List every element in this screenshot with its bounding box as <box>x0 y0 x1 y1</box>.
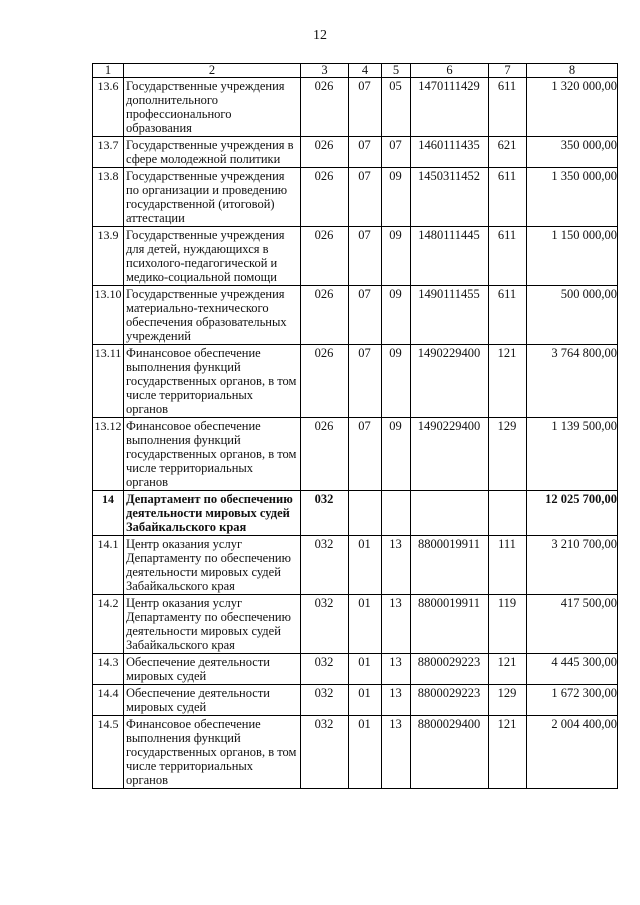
row-name-cell: Центр оказания услуг Департаменту по обеспечению деятельности мировых судей Забайкальского края <box>124 595 301 654</box>
target-article-cell: 8800029400 <box>411 716 489 789</box>
subsection-cell: 13 <box>382 716 411 789</box>
target-article-cell <box>411 491 489 536</box>
table-row <box>93 78 618 137</box>
header-cell: 4 <box>349 64 382 78</box>
target-article-cell: 1480111445 <box>411 227 489 286</box>
row-name-cell: Финансовое обеспечение выполнения функций государственных органов, в том числе территориальных органов <box>124 716 301 789</box>
expense-type-cell: 611 <box>489 227 527 286</box>
admin-code-cell: 026 <box>301 168 349 227</box>
subsection-cell: 13 <box>382 654 411 685</box>
admin-code-cell: 032 <box>301 595 349 654</box>
target-article-cell: 1450311452 <box>411 168 489 227</box>
subsection-cell: 13 <box>382 685 411 716</box>
amount-cell: 1 150 000,00 <box>527 227 618 286</box>
target-article-cell: 1490111455 <box>411 286 489 345</box>
row-number-cell: 13.9 <box>93 227 124 286</box>
table-row <box>93 654 618 685</box>
expense-type-cell: 611 <box>489 168 527 227</box>
subsection-cell: 07 <box>382 137 411 168</box>
section-cell: 07 <box>349 78 382 137</box>
admin-code-cell: 032 <box>301 654 349 685</box>
table-row <box>93 685 618 716</box>
expense-type-cell: 129 <box>489 685 527 716</box>
amount-cell: 3 210 700,00 <box>527 536 618 595</box>
section-cell: 01 <box>349 716 382 789</box>
target-article-cell: 1460111435 <box>411 137 489 168</box>
table-row <box>93 345 618 418</box>
expense-type-cell <box>489 491 527 536</box>
target-article-cell: 1470111429 <box>411 78 489 137</box>
expense-type-cell: 121 <box>489 716 527 789</box>
table-row <box>93 491 618 536</box>
row-number-cell: 13.6 <box>93 78 124 137</box>
row-name-cell: Государственные учреждения материально-технического обеспечения образовательных учреждений <box>124 286 301 345</box>
amount-cell: 1 350 000,00 <box>527 168 618 227</box>
table-row <box>93 536 618 595</box>
expense-type-cell: 121 <box>489 345 527 418</box>
admin-code-cell: 026 <box>301 345 349 418</box>
row-name-cell: Обеспечение деятельности мировых судей <box>124 654 301 685</box>
section-cell <box>349 491 382 536</box>
budget-table <box>92 63 618 789</box>
expense-type-cell: 119 <box>489 595 527 654</box>
amount-cell: 417 500,00 <box>527 595 618 654</box>
section-cell: 07 <box>349 345 382 418</box>
header-cell: 2 <box>124 64 301 78</box>
expense-type-cell: 611 <box>489 286 527 345</box>
expense-type-cell: 111 <box>489 536 527 595</box>
subsection-cell: 09 <box>382 227 411 286</box>
expense-type-cell: 129 <box>489 418 527 491</box>
section-cell: 07 <box>349 227 382 286</box>
subsection-cell: 13 <box>382 536 411 595</box>
admin-code-cell: 026 <box>301 137 349 168</box>
subsection-cell: 09 <box>382 168 411 227</box>
amount-cell: 12 025 700,00 <box>527 491 618 536</box>
subsection-cell: 09 <box>382 345 411 418</box>
expense-type-cell: 611 <box>489 78 527 137</box>
row-name-cell: Финансовое обеспечение выполнения функций государственных органов, в том числе территориальных органов <box>124 418 301 491</box>
table-row <box>93 227 618 286</box>
amount-cell: 1 139 500,00 <box>527 418 618 491</box>
target-article-cell: 8800019911 <box>411 536 489 595</box>
expense-type-cell: 121 <box>489 654 527 685</box>
section-cell: 01 <box>349 536 382 595</box>
header-cell: 3 <box>301 64 349 78</box>
amount-cell: 3 764 800,00 <box>527 345 618 418</box>
header-row <box>93 64 618 78</box>
header-cell: 7 <box>489 64 527 78</box>
section-cell: 07 <box>349 137 382 168</box>
table-row <box>93 595 618 654</box>
row-name-cell: Государственные учреждения по организации и проведению государственной (итоговой) аттестации <box>124 168 301 227</box>
row-name-cell: Обеспечение деятельности мировых судей <box>124 685 301 716</box>
row-name-cell: Государственные учреждения для детей, нуждающихся в психолого-педагогической и медико-социальной помощи <box>124 227 301 286</box>
target-article-cell: 8800029223 <box>411 654 489 685</box>
row-number-cell: 14.5 <box>93 716 124 789</box>
row-number-cell: 13.10 <box>93 286 124 345</box>
amount-cell: 4 445 300,00 <box>527 654 618 685</box>
expense-type-cell: 621 <box>489 137 527 168</box>
header-cell: 5 <box>382 64 411 78</box>
admin-code-cell: 026 <box>301 418 349 491</box>
subsection-cell: 05 <box>382 78 411 137</box>
amount-cell: 1 672 300,00 <box>527 685 618 716</box>
section-cell: 01 <box>349 595 382 654</box>
row-number-cell: 13.8 <box>93 168 124 227</box>
section-cell: 01 <box>349 654 382 685</box>
admin-code-cell: 032 <box>301 716 349 789</box>
row-number-cell: 14.4 <box>93 685 124 716</box>
target-article-cell: 1490229400 <box>411 345 489 418</box>
row-name-cell: Департамент по обеспечению деятельности мировых судей Забайкальского края <box>124 491 301 536</box>
row-name-cell: Государственные учреждения дополнительного профессионального образования <box>124 78 301 137</box>
row-number-cell: 13.12 <box>93 418 124 491</box>
subsection-cell: 09 <box>382 286 411 345</box>
header-cell: 1 <box>93 64 124 78</box>
target-article-cell: 1490229400 <box>411 418 489 491</box>
header-cell: 8 <box>527 64 618 78</box>
subsection-cell <box>382 491 411 536</box>
subsection-cell: 13 <box>382 595 411 654</box>
row-name-cell: Финансовое обеспечение выполнения функций государственных органов, в том числе территориальных органов <box>124 345 301 418</box>
admin-code-cell: 032 <box>301 536 349 595</box>
table-row <box>93 716 618 789</box>
table-row <box>93 137 618 168</box>
row-name-cell: Государственные учреждения в сфере молодежной политики <box>124 137 301 168</box>
subsection-cell: 09 <box>382 418 411 491</box>
row-number-cell: 14.3 <box>93 654 124 685</box>
section-cell: 07 <box>349 418 382 491</box>
admin-code-cell: 032 <box>301 685 349 716</box>
row-number-cell: 14 <box>93 491 124 536</box>
admin-code-cell: 026 <box>301 227 349 286</box>
row-number-cell: 13.7 <box>93 137 124 168</box>
admin-code-cell: 026 <box>301 286 349 345</box>
amount-cell: 1 320 000,00 <box>527 78 618 137</box>
row-number-cell: 13.11 <box>93 345 124 418</box>
admin-code-cell: 032 <box>301 491 349 536</box>
table-row <box>93 418 618 491</box>
amount-cell: 350 000,00 <box>527 137 618 168</box>
row-name-cell: Центр оказания услуг Департаменту по обеспечению деятельности мировых судей Забайкальского края <box>124 536 301 595</box>
target-article-cell: 8800029223 <box>411 685 489 716</box>
target-article-cell: 8800019911 <box>411 595 489 654</box>
amount-cell: 2 004 400,00 <box>527 716 618 789</box>
row-number-cell: 14.1 <box>93 536 124 595</box>
amount-cell: 500 000,00 <box>527 286 618 345</box>
page-number: 12 <box>313 28 327 43</box>
table-row <box>93 168 618 227</box>
section-cell: 07 <box>349 286 382 345</box>
section-cell: 07 <box>349 168 382 227</box>
row-number-cell: 14.2 <box>93 595 124 654</box>
header-cell: 6 <box>411 64 489 78</box>
table-row <box>93 286 618 345</box>
admin-code-cell: 026 <box>301 78 349 137</box>
section-cell: 01 <box>349 685 382 716</box>
